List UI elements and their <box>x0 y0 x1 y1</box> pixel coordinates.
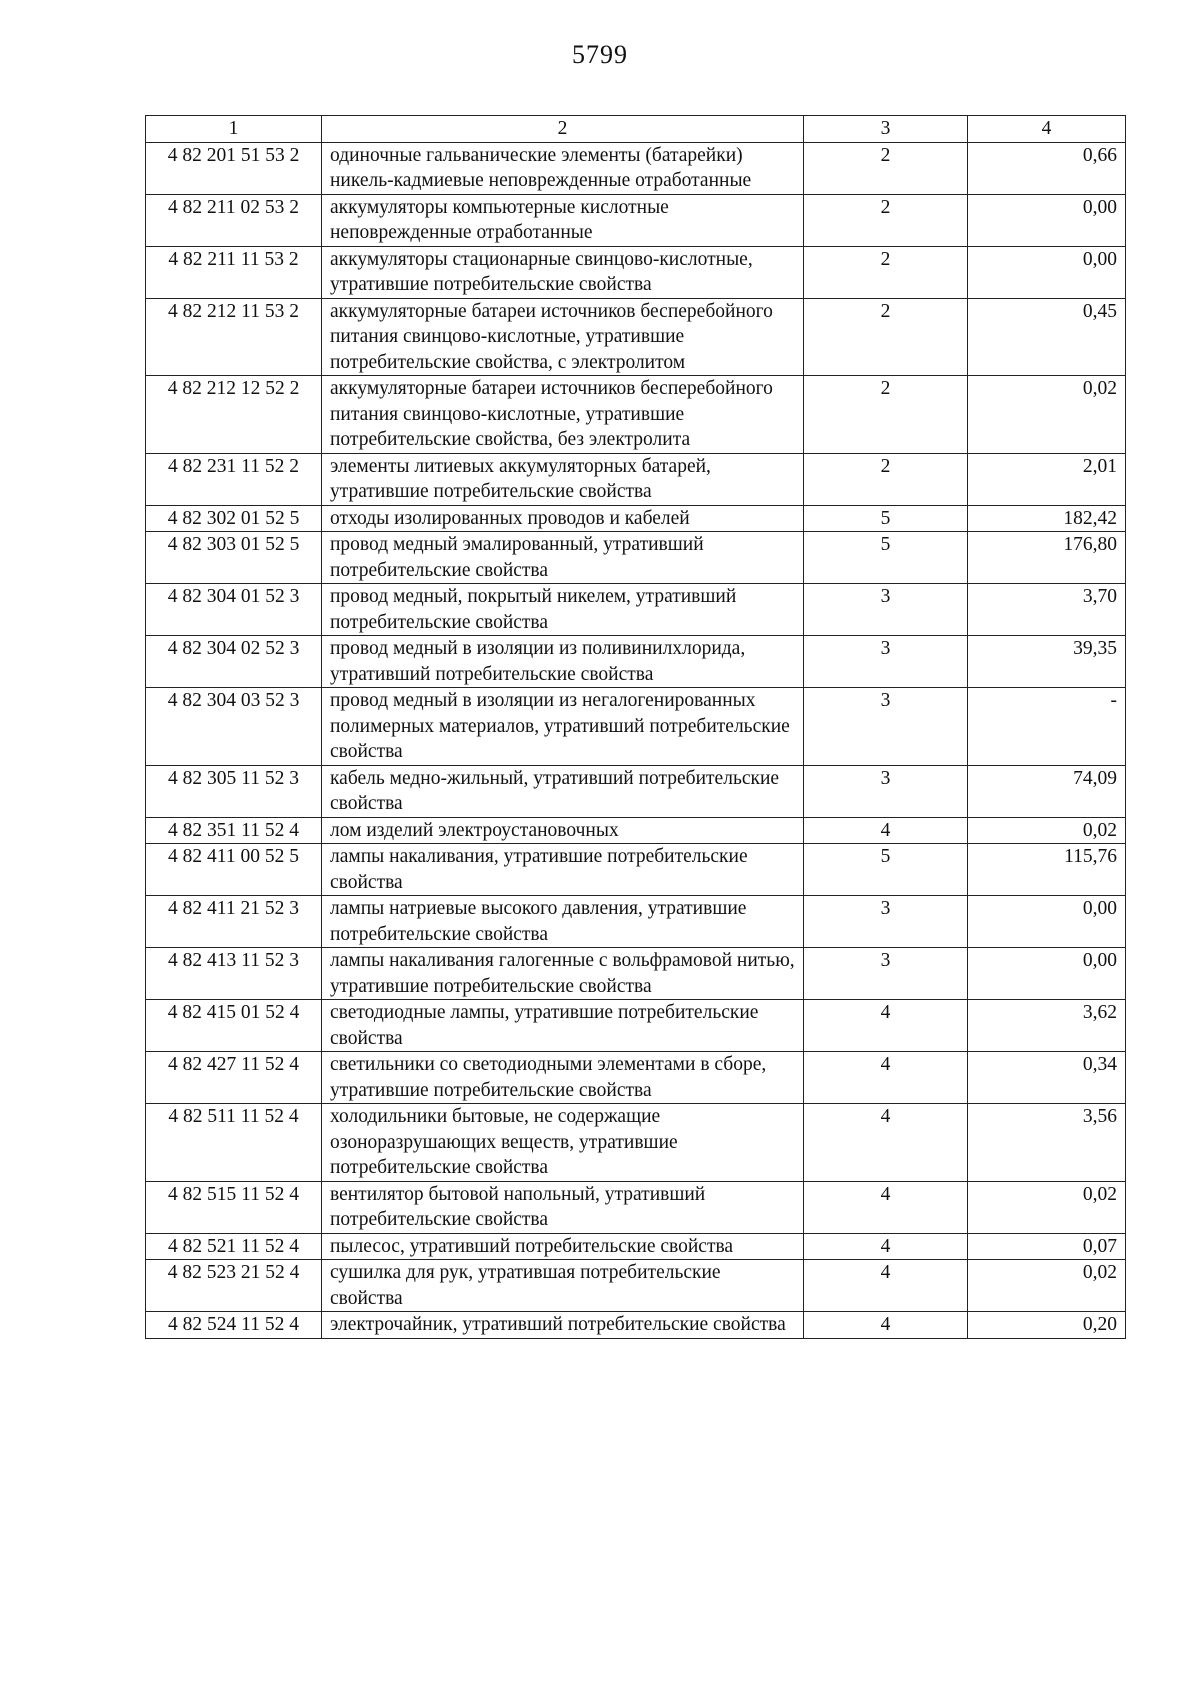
column-header-1: 1 <box>146 116 322 143</box>
waste-name-cell: элементы литиевых аккумуляторных батарей, утратившие потребительские свойства <box>322 453 804 505</box>
waste-name-cell: кабель медно-жильный, утративший потребительские свойства <box>322 765 804 817</box>
amount-cell: 3,70 <box>968 584 1126 636</box>
table-row <box>146 688 1126 766</box>
waste-code-cell: 4 82 231 11 52 2 <box>146 453 322 505</box>
page-number: 5799 <box>572 40 628 69</box>
waste-code-cell: 4 82 351 11 52 4 <box>146 817 322 844</box>
hazard-class-cell: 2 <box>804 453 968 505</box>
table-row <box>146 298 1126 376</box>
waste-name-cell: провод медный эмалированный, утративший потребительские свойства <box>322 532 804 584</box>
hazard-class-cell: 3 <box>804 688 968 766</box>
waste-code-cell: 4 82 303 01 52 5 <box>146 532 322 584</box>
waste-code-cell: 4 82 212 12 52 2 <box>146 376 322 454</box>
amount-cell: 0,45 <box>968 298 1126 376</box>
table-row <box>146 1104 1126 1182</box>
waste-code-cell: 4 82 521 11 52 4 <box>146 1233 322 1260</box>
table-header-row <box>146 116 1126 143</box>
table-row <box>146 765 1126 817</box>
amount-cell: 0,20 <box>968 1312 1126 1339</box>
amount-cell: 182,42 <box>968 505 1126 532</box>
hazard-class-cell: 4 <box>804 1233 968 1260</box>
table-row <box>146 1260 1126 1312</box>
waste-code-cell: 4 82 211 02 53 2 <box>146 194 322 246</box>
amount-cell: 0,66 <box>968 142 1126 194</box>
table-row <box>146 1312 1126 1339</box>
waste-code-cell: 4 82 411 21 52 3 <box>146 896 322 948</box>
table-row <box>146 532 1126 584</box>
waste-name-cell: одиночные гальванические элементы (батарейки) никель-кадмиевые неповрежденные отработанные <box>322 142 804 194</box>
amount-cell: 0,02 <box>968 1181 1126 1233</box>
waste-name-cell: аккумуляторные батареи источников бесперебойного питания свинцово-кислотные, утратившие потребительские свойства, без электролита <box>322 376 804 454</box>
waste-name-cell: аккумуляторные батареи источников бесперебойного питания свинцово-кислотные, утратившие потребительские свойства, с электролитом <box>322 298 804 376</box>
table-row <box>146 505 1126 532</box>
waste-code-cell: 4 82 302 01 52 5 <box>146 505 322 532</box>
waste-name-cell: лампы натриевые высокого давления, утратившие потребительские свойства <box>322 896 804 948</box>
amount-cell: 0,00 <box>968 246 1126 298</box>
waste-code-cell: 4 82 524 11 52 4 <box>146 1312 322 1339</box>
waste-name-cell: лом изделий электроустановочных <box>322 817 804 844</box>
amount-cell: 3,56 <box>968 1104 1126 1182</box>
table-row <box>146 246 1126 298</box>
waste-name-cell: светильники со светодиодными элементами в сборе, утратившие потребительские свойства <box>322 1052 804 1104</box>
waste-table <box>145 115 1126 1339</box>
waste-code-cell: 4 82 211 11 53 2 <box>146 246 322 298</box>
amount-cell: 39,35 <box>968 636 1126 688</box>
waste-code-cell: 4 82 415 01 52 4 <box>146 1000 322 1052</box>
amount-cell: 0,07 <box>968 1233 1126 1260</box>
amount-cell: - <box>968 688 1126 766</box>
table-row <box>146 453 1126 505</box>
waste-code-cell: 4 82 304 02 52 3 <box>146 636 322 688</box>
waste-name-cell: светодиодные лампы, утратившие потребительские свойства <box>322 1000 804 1052</box>
table-row <box>146 1233 1126 1260</box>
hazard-class-cell: 2 <box>804 246 968 298</box>
waste-name-cell: провод медный, покрытый никелем, утративший потребительские свойства <box>322 584 804 636</box>
hazard-class-cell: 3 <box>804 896 968 948</box>
hazard-class-cell: 3 <box>804 765 968 817</box>
hazard-class-cell: 2 <box>804 194 968 246</box>
table-row <box>146 142 1126 194</box>
amount-cell: 0,00 <box>968 194 1126 246</box>
hazard-class-cell: 5 <box>804 844 968 896</box>
waste-name-cell: аккумуляторы стационарные свинцово-кислотные, утратившие потребительские свойства <box>322 246 804 298</box>
amount-cell: 0,34 <box>968 1052 1126 1104</box>
table-row <box>146 896 1126 948</box>
hazard-class-cell: 3 <box>804 948 968 1000</box>
waste-code-cell: 4 82 511 11 52 4 <box>146 1104 322 1182</box>
hazard-class-cell: 4 <box>804 817 968 844</box>
table-row <box>146 948 1126 1000</box>
waste-name-cell: вентилятор бытовой напольный, утративший потребительские свойства <box>322 1181 804 1233</box>
waste-name-cell: холодильники бытовые, не содержащие озоноразрушающих веществ, утратившие потребительские свойства <box>322 1104 804 1182</box>
waste-code-cell: 4 82 304 03 52 3 <box>146 688 322 766</box>
hazard-class-cell: 4 <box>804 1181 968 1233</box>
waste-code-cell: 4 82 413 11 52 3 <box>146 948 322 1000</box>
amount-cell: 0,00 <box>968 948 1126 1000</box>
hazard-class-cell: 4 <box>804 1104 968 1182</box>
hazard-class-cell: 3 <box>804 584 968 636</box>
amount-cell: 115,76 <box>968 844 1126 896</box>
waste-name-cell: электрочайник, утративший потребительские свойства <box>322 1312 804 1339</box>
table-row <box>146 844 1126 896</box>
hazard-class-cell: 2 <box>804 142 968 194</box>
hazard-class-cell: 2 <box>804 298 968 376</box>
amount-cell: 0,02 <box>968 817 1126 844</box>
waste-name-cell: пылесос, утративший потребительские свойства <box>322 1233 804 1260</box>
table-row <box>146 636 1126 688</box>
hazard-class-cell: 5 <box>804 505 968 532</box>
waste-name-cell: аккумуляторы компьютерные кислотные неповрежденные отработанные <box>322 194 804 246</box>
waste-name-cell: отходы изолированных проводов и кабелей <box>322 505 804 532</box>
waste-code-cell: 4 82 515 11 52 4 <box>146 1181 322 1233</box>
hazard-class-cell: 4 <box>804 1000 968 1052</box>
table-row <box>146 1000 1126 1052</box>
hazard-class-cell: 2 <box>804 376 968 454</box>
amount-cell: 3,62 <box>968 1000 1126 1052</box>
hazard-class-cell: 4 <box>804 1312 968 1339</box>
table-row <box>146 194 1126 246</box>
hazard-class-cell: 3 <box>804 636 968 688</box>
amount-cell: 74,09 <box>968 765 1126 817</box>
amount-cell: 0,02 <box>968 1260 1126 1312</box>
waste-code-cell: 4 82 523 21 52 4 <box>146 1260 322 1312</box>
table-row <box>146 376 1126 454</box>
table-row <box>146 1052 1126 1104</box>
waste-code-cell: 4 82 411 00 52 5 <box>146 844 322 896</box>
column-header-3: 3 <box>804 116 968 143</box>
table-body <box>146 116 1126 1339</box>
waste-name-cell: сушилка для рук, утратившая потребительские свойства <box>322 1260 804 1312</box>
table-row <box>146 584 1126 636</box>
amount-cell: 0,02 <box>968 376 1126 454</box>
waste-code-cell: 4 82 305 11 52 3 <box>146 765 322 817</box>
hazard-class-cell: 4 <box>804 1260 968 1312</box>
waste-name-cell: провод медный в изоляции из негалогенированных полимерных материалов, утративший потребительские свойства <box>322 688 804 766</box>
column-header-2: 2 <box>322 116 804 143</box>
table-row <box>146 817 1126 844</box>
waste-code-cell: 4 82 201 51 53 2 <box>146 142 322 194</box>
table-row <box>146 1181 1126 1233</box>
waste-code-cell: 4 82 304 01 52 3 <box>146 584 322 636</box>
waste-code-cell: 4 82 427 11 52 4 <box>146 1052 322 1104</box>
waste-name-cell: лампы накаливания, утратившие потребительские свойства <box>322 844 804 896</box>
hazard-class-cell: 5 <box>804 532 968 584</box>
amount-cell: 176,80 <box>968 532 1126 584</box>
amount-cell: 0,00 <box>968 896 1126 948</box>
amount-cell: 2,01 <box>968 453 1126 505</box>
waste-name-cell: лампы накаливания галогенные с вольфрамовой нитью, утратившие потребительские свойства <box>322 948 804 1000</box>
column-header-4: 4 <box>968 116 1126 143</box>
waste-name-cell: провод медный в изоляции из поливинилхлорида, утративший потребительские свойства <box>322 636 804 688</box>
waste-code-cell: 4 82 212 11 53 2 <box>146 298 322 376</box>
hazard-class-cell: 4 <box>804 1052 968 1104</box>
